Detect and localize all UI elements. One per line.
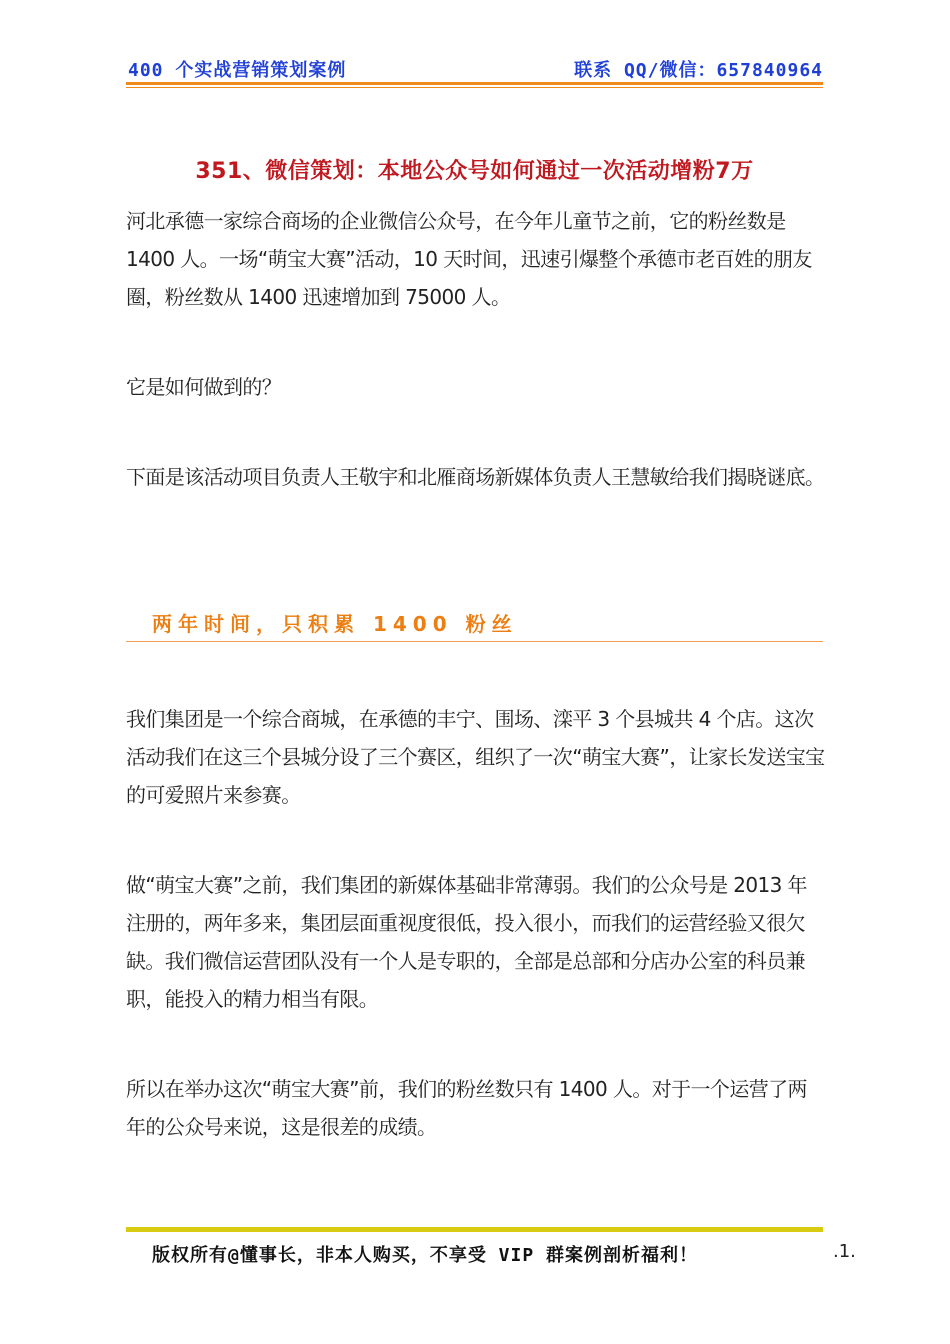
header-divider [126, 82, 823, 85]
header-contact: 联系 QQ/微信：657840964 [574, 60, 823, 81]
lead-in-paragraph: 下面是该活动项目负责人王敬宇和北雁商场新媒体负责人王慧敏给我们揭晓谜底。 [126, 465, 825, 489]
question-paragraph: 它是如何做到的？ [126, 375, 282, 399]
section-paragraph: 我们集团是一个综合商城，在承德的丰宁、围场、滦平 3 个县城共 4 个店。这次活动我们在这三个县城分设了三个赛区，组织了一次“萌宝大赛”，让家长发送宝宝的可爱照片来参赛。 [126, 707, 825, 807]
page-header [126, 52, 823, 84]
intro-paragraph: 河北承德一家综合商场的企业微信公众号，在今年儿童节之前，它的粉丝数是 1400 人。一场“萌宝大赛”活动，10 天时间，迅速引爆整个承德市老百姓的朋友圈，粉丝数从 1400 迅速增加到 75000 人。 [126, 209, 812, 309]
header-title: 400 个实战营销策划案例 [128, 60, 347, 81]
footer-copyright: 版权所有@懂事长，非本人购买，不享受 VIP 群案例剖析福利！ [152, 1245, 699, 1266]
page-number: .1. [833, 1241, 856, 1262]
article-title: 351、微信策划：本地公众号如何通过一次活动增粉7万 [195, 159, 754, 184]
section-paragraph: 做“萌宝大赛”之前，我们集团的新媒体基础非常薄弱。我们的公众号是 2013 年注册的，两年多来，集团层面重视度很低，投入很小，而我们的运营经验又很欠缺。我们微信运营团队没有一个人是专职的，全部是总部和分店办公室的科员兼职，能投入的精力相当有限。 [126, 873, 807, 1011]
section-heading: 两年时间，只积累 1400 粉丝 [152, 612, 518, 636]
section-paragraph: 所以在举办这次“萌宝大赛”前，我们的粉丝数只有 1400 人。对于一个运营了两年的公众号来说，这是很差的成绩。 [126, 1077, 807, 1139]
section-divider [126, 641, 823, 642]
header-divider-thin [126, 87, 823, 88]
footer-divider [126, 1227, 823, 1232]
